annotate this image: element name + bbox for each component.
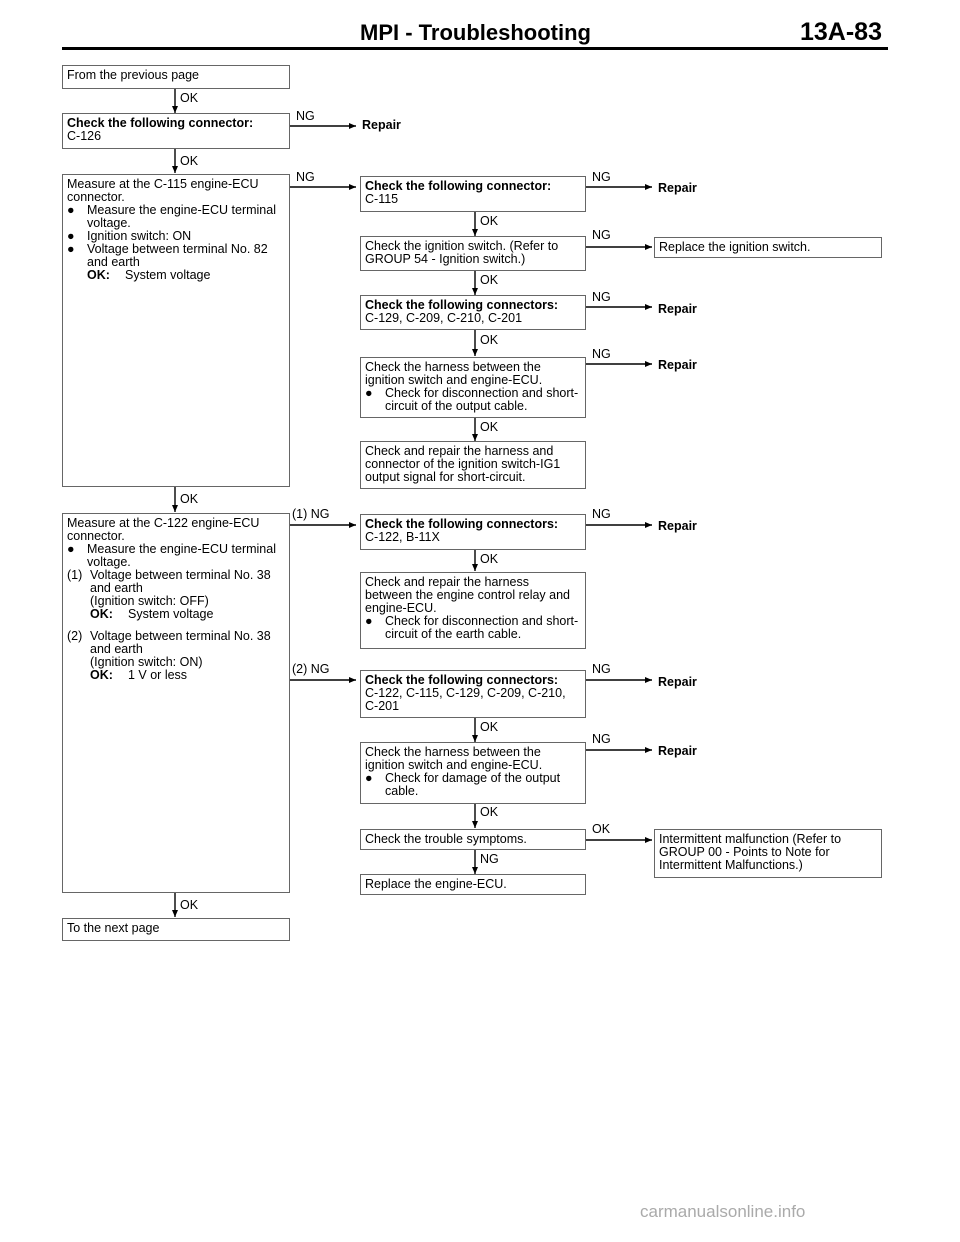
ok-tag: OK: (87, 268, 110, 282)
ok-label: OK (480, 720, 499, 734)
bullet-icon: ● (67, 229, 75, 243)
check-harness-output-box (360, 742, 586, 804)
box-title: Check the following connectors: (365, 673, 559, 687)
box-line: connector of the ignition switch-IG1 (365, 457, 561, 471)
measure-c115-box (62, 174, 290, 487)
box-text: C-129, C-209, C-210, C-201 (365, 311, 523, 325)
bullet-item (365, 615, 581, 641)
box-text: Check the trouble symptoms. (365, 832, 527, 846)
check-connectors-c122-box (360, 514, 586, 550)
bullet-icon: ● (67, 203, 75, 217)
box-line: Check the ignition switch. (Refer to (365, 239, 559, 253)
ok-condition (67, 669, 285, 682)
bullet-text: Ignition switch: ON (87, 229, 192, 243)
bullet-item (67, 243, 285, 269)
ok-label: OK (480, 805, 499, 819)
ng-2-label: (2) NG (292, 662, 330, 676)
bullet-item (67, 543, 285, 569)
ok-condition (67, 608, 285, 621)
bullet-icon: ● (365, 386, 373, 400)
from-previous-page-text: From the previous page (67, 68, 200, 82)
ng-label: NG (592, 228, 611, 242)
box-line: Check the harness between the (365, 745, 541, 759)
footer-watermark: carmanualsonline.info (640, 1202, 806, 1221)
ok-label: OK (480, 420, 499, 434)
ng-label: NG (592, 732, 611, 746)
replace-engine-ecu-box (360, 874, 586, 895)
box-title: Check the following connectors: (365, 298, 559, 312)
box-text: C-115 (365, 192, 399, 206)
ok-value: System voltage (125, 268, 211, 282)
repair-label: Repair (658, 675, 697, 689)
bullet-text: Measure the engine-ECU terminal voltage. (87, 203, 276, 230)
ok-tag: OK: (90, 607, 113, 621)
box-title: Check the following connector: (67, 116, 254, 130)
to-next-page-text: To the next page (67, 921, 160, 935)
box-line: ignition switch and engine-ECU. (365, 758, 543, 772)
ok-label: OK (480, 552, 499, 566)
to-next-page-box (62, 918, 290, 941)
bullet-icon: ● (67, 542, 75, 556)
ng-label: NG (592, 507, 611, 521)
box-line: Check the harness between the (365, 360, 541, 374)
bullet-icon: ● (365, 614, 373, 628)
box-line: between the engine control relay and (365, 588, 571, 602)
ok-value: System voltage (128, 607, 214, 621)
bullet-text: Measure the engine-ECU terminal voltage. (87, 542, 276, 569)
ok-tag: OK: (90, 668, 113, 682)
ok-label: OK (180, 91, 199, 105)
bullet-icon: ● (67, 242, 75, 256)
bullet-text: Check for disconnection and short-circuit of the output cable. (385, 386, 579, 413)
ok-label: OK (480, 214, 499, 228)
page-number: 13A-83 (800, 18, 882, 46)
item-text: Voltage between terminal No. 38 (90, 629, 271, 643)
bullet-text: Check for disconnection and short-circuit of the earth cable. (385, 614, 579, 641)
ok-label: OK (592, 822, 611, 836)
box-line: output signal for short-circuit. (365, 470, 526, 484)
page-title: MPI - Troubleshooting (360, 20, 591, 45)
repair-label: Repair (658, 519, 697, 533)
box-title: Check the following connector: (365, 179, 552, 193)
ok-value: 1 V or less (128, 668, 188, 682)
box-line: ignition switch and engine-ECU. (365, 373, 543, 387)
bullet-text: Check for damage of the output cable. (385, 771, 561, 798)
item-text: (Ignition switch: ON) (90, 655, 203, 669)
bullet-item (365, 387, 581, 413)
ok-label: OK (480, 273, 499, 287)
replace-ignition-switch-box (654, 237, 882, 258)
box-text: Replace the ignition switch. (659, 240, 811, 254)
repair-label: Repair (658, 358, 697, 372)
repair-ig1-harness-box (360, 441, 586, 489)
check-connectors-c129-box (360, 295, 586, 330)
check-harness-ign-ecu-box (360, 357, 586, 418)
box-line: Check and repair the harness and (365, 444, 554, 458)
item-text: Voltage between terminal No. 38 (90, 568, 271, 582)
ok-label: OK (480, 333, 499, 347)
repair-label: Repair (658, 744, 697, 758)
ng-label: NG (592, 347, 611, 361)
box-line: Intermittent malfunction (Refer to (659, 832, 842, 846)
check-connector-c126-box (62, 113, 290, 149)
intermittent-malfunction-box (654, 829, 882, 878)
item-number: (1) (67, 568, 83, 582)
check-connector-c115-box (360, 176, 586, 212)
check-connectors-c122-c201-box (360, 670, 586, 718)
ng-label: NG (592, 290, 611, 304)
repair-relay-harness-box (360, 572, 586, 649)
ok-label: OK (180, 154, 199, 168)
ok-label: OK (180, 492, 199, 506)
item-text: and earth (90, 642, 143, 656)
item-number: (2) (67, 629, 83, 643)
bullet-icon: ● (365, 771, 373, 785)
item-text: (Ignition switch: OFF) (90, 594, 209, 608)
box-line: Intermittent Malfunctions.) (659, 858, 803, 872)
box-line: GROUP 54 - Ignition switch.) (365, 252, 526, 266)
repair-label: Repair (362, 118, 401, 132)
box-line: GROUP 00 - Points to Note for (659, 845, 830, 859)
ng-label: NG (296, 170, 315, 184)
ng-label: NG (592, 170, 611, 184)
box-line: C-122, C-115, C-129, C-209, C-210, (365, 686, 566, 700)
ng-1-label: (1) NG (292, 507, 330, 521)
ng-label: NG (296, 109, 315, 123)
box-line: C-201 (365, 699, 400, 713)
repair-label: Repair (658, 181, 697, 195)
box-line: connector. (67, 529, 125, 543)
box-line: connector. (67, 190, 125, 204)
box-text: C-122, B-11X (365, 530, 440, 544)
box-line: Measure at the C-122 engine-ECU (67, 516, 260, 530)
ng-label: NG (480, 852, 499, 866)
box-line: engine-ECU. (365, 601, 437, 615)
box-line: Check and repair the harness (365, 575, 529, 589)
bullet-item (365, 772, 581, 798)
measure-c122-box (62, 513, 290, 893)
ok-label: OK (180, 898, 199, 912)
repair-label: Repair (658, 302, 697, 316)
box-line: Measure at the C-115 engine-ECU (67, 177, 259, 191)
from-previous-page-box (62, 65, 290, 89)
check-trouble-symptoms-box (360, 829, 586, 850)
bullet-item (67, 204, 285, 230)
box-title: Check the following connectors: (365, 517, 559, 531)
ok-condition (67, 269, 285, 282)
ng-label: NG (592, 662, 611, 676)
check-ignition-switch-box (360, 236, 586, 271)
box-text: C-126 (67, 129, 102, 143)
bullet-text: Voltage between terminal No. 82 and earth (87, 242, 268, 269)
item-text: and earth (90, 581, 143, 595)
box-text: Replace the engine-ECU. (365, 877, 507, 891)
